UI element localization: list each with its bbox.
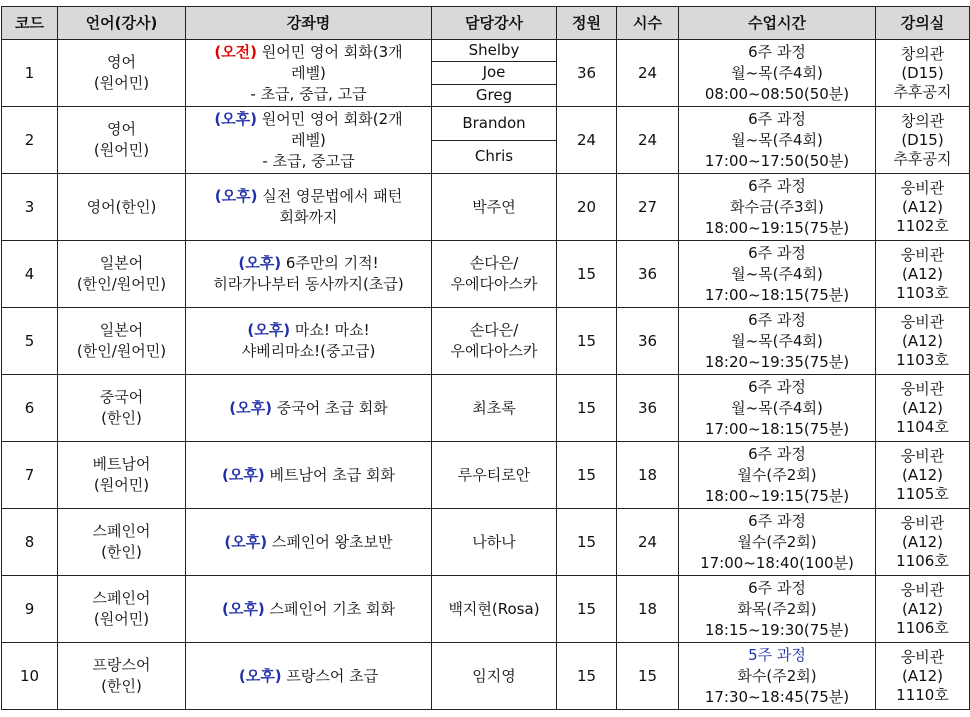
- language-line: (원어민): [93, 74, 150, 92]
- schedule-line: 월수(주2회): [737, 465, 817, 484]
- cell-room: [876, 643, 970, 710]
- header-course: 강좌명: [186, 7, 432, 40]
- instructor-name: 박주연: [472, 197, 516, 216]
- room-line: 웅비관: [900, 379, 945, 398]
- schedule-line: 6주 과정: [748, 176, 806, 195]
- cell-schedule: [679, 40, 876, 107]
- course-line: [190, 253, 427, 274]
- language-line: (원어민): [93, 141, 150, 159]
- cell-instructor: [432, 643, 557, 710]
- schedule-line: 월~목(주4회): [731, 63, 823, 82]
- course-text: 마쇼! 마쇼!: [290, 321, 370, 339]
- course-text: 레벨): [291, 130, 326, 149]
- cell-code: 1: [2, 40, 58, 107]
- cell-course: [186, 576, 432, 643]
- cell-schedule: [679, 442, 876, 509]
- course-text: - 초급, 중고급: [262, 151, 355, 170]
- course-line: [190, 84, 427, 105]
- course-tag: (오후): [238, 666, 282, 685]
- room-line: 1110호: [896, 685, 949, 704]
- course-text: 스페인어 왕초보반: [267, 532, 393, 551]
- course-text: 6주만의 기적!: [281, 254, 379, 272]
- course-tag: (오전): [214, 42, 258, 61]
- course-tag: (오후): [222, 599, 265, 618]
- course-line: [190, 130, 427, 151]
- cell-capacity: 15: [557, 509, 617, 576]
- instructor-name: 손다은/: [469, 254, 519, 272]
- cell-language: [58, 643, 186, 710]
- header-time: 수업시간: [679, 7, 876, 40]
- cell-schedule: [679, 308, 876, 375]
- course-table: [1, 6, 970, 710]
- course-tag: (오후): [238, 254, 282, 272]
- cell-instructor: [432, 509, 557, 576]
- course-line: [190, 42, 427, 63]
- language-line: 영어(한인): [86, 197, 157, 216]
- cell-schedule: [679, 241, 876, 308]
- course-line: [190, 532, 427, 553]
- cell-language: [58, 308, 186, 375]
- course-tag: (오후): [214, 109, 258, 128]
- cell-course: [186, 643, 432, 710]
- language-line: 스페인어: [92, 522, 151, 540]
- course-tag: (오후): [247, 321, 291, 339]
- table-row: [2, 308, 970, 375]
- instructor-stack: [432, 107, 556, 173]
- course-line: [190, 186, 427, 207]
- instructor-name: 임지영: [472, 666, 516, 685]
- language-line: 일본어: [99, 254, 144, 272]
- course-line: [190, 63, 427, 84]
- cell-schedule: [679, 576, 876, 643]
- cell-code: 7: [2, 442, 58, 509]
- room-line: (A12): [901, 666, 944, 685]
- header-row: [2, 7, 970, 40]
- cell-course: [186, 241, 432, 308]
- course-line: [190, 398, 427, 419]
- room-line: (A12): [901, 532, 944, 551]
- cell-code: 9: [2, 576, 58, 643]
- course-line: [190, 207, 427, 228]
- cell-instructor: [432, 40, 557, 107]
- cell-hours: 18: [617, 576, 679, 643]
- cell-hours: 36: [617, 308, 679, 375]
- schedule-line: 화목(주2회): [737, 599, 817, 618]
- cell-capacity: 36: [557, 40, 617, 107]
- instructor-name: 우에다아스카: [450, 342, 538, 360]
- cell-room: [876, 576, 970, 643]
- cell-code: 2: [2, 107, 58, 174]
- schedule-line: 6주 과정: [748, 511, 806, 530]
- schedule-line: 화수(주2회): [737, 666, 817, 685]
- cell-room: [876, 40, 970, 107]
- course-text: 실전 영문법에서 패턴: [257, 187, 403, 205]
- schedule-line: 6주 과정: [748, 42, 806, 61]
- schedule-line: 17:00~18:40(100분): [700, 553, 854, 572]
- table-row: [2, 40, 970, 107]
- cell-room: [876, 241, 970, 308]
- cell-hours: 18: [617, 442, 679, 509]
- cell-capacity: 15: [557, 375, 617, 442]
- header-room: 강의실: [876, 7, 970, 40]
- header-code: 코드: [2, 7, 58, 40]
- schedule-line: 18:15~19:30(75분): [704, 620, 850, 639]
- cell-code: 10: [2, 643, 58, 710]
- cell-room: [876, 509, 970, 576]
- table-row: [2, 174, 970, 241]
- instructor-name: 루우티로안: [457, 465, 531, 484]
- cell-capacity: 15: [557, 576, 617, 643]
- room-line: 창의관: [900, 111, 945, 130]
- cell-instructor: [432, 442, 557, 509]
- instructor-name: Joe: [432, 61, 556, 83]
- language-line: (원어민): [93, 476, 150, 494]
- cell-language: [58, 40, 186, 107]
- schedule-line: 17:00~18:15(75분): [704, 419, 850, 438]
- cell-hours: 24: [617, 107, 679, 174]
- cell-code: 8: [2, 509, 58, 576]
- room-line: 웅비관: [900, 647, 945, 666]
- cell-schedule: [679, 509, 876, 576]
- course-tag: (오후): [214, 187, 258, 205]
- language-line: (한인): [101, 677, 142, 695]
- language-line: 영어: [107, 120, 136, 138]
- cell-language: [58, 241, 186, 308]
- schedule-line: 월~목(주4회): [731, 130, 823, 149]
- language-line: 스페인어: [92, 589, 151, 607]
- language-line: 영어: [107, 53, 136, 71]
- instructor-name: 우에다아스카: [450, 275, 538, 293]
- cell-room: [876, 174, 970, 241]
- language-line: (한인/원어민): [76, 342, 167, 360]
- cell-course: [186, 308, 432, 375]
- course-line: [190, 341, 427, 362]
- cell-capacity: 20: [557, 174, 617, 241]
- language-line: (한인/원어민): [76, 275, 167, 293]
- course-text: 히라가나부터 동사까지(초급): [213, 275, 404, 293]
- instructor-name: Shelby: [468, 41, 520, 60]
- header-capacity: 정원: [557, 7, 617, 40]
- schedule-line: 6주 과정: [748, 578, 806, 597]
- course-tag: (오후): [222, 465, 265, 484]
- course-tag: (오후): [224, 532, 268, 551]
- table-row: [2, 375, 970, 442]
- room-line: 웅비관: [900, 245, 945, 264]
- cell-room: [876, 375, 970, 442]
- cell-schedule: [679, 107, 876, 174]
- cell-language: [58, 509, 186, 576]
- cell-language: [58, 375, 186, 442]
- cell-hours: 27: [617, 174, 679, 241]
- table-row: [2, 576, 970, 643]
- schedule-line: 6주 과정: [748, 444, 806, 463]
- language-line: 베트남어: [92, 455, 151, 473]
- course-line: [190, 465, 427, 486]
- room-line: 웅비관: [900, 580, 945, 599]
- schedule-line: 6주 과정: [748, 310, 806, 329]
- cell-hours: 36: [617, 241, 679, 308]
- instructor-stack: [432, 40, 556, 106]
- instructor-name: 백지현(Rosa): [448, 599, 540, 618]
- cell-instructor: [432, 174, 557, 241]
- course-line: [190, 151, 427, 172]
- cell-language: [58, 174, 186, 241]
- room-line: 창의관: [900, 44, 945, 63]
- cell-course: [186, 40, 432, 107]
- cell-room: [876, 442, 970, 509]
- cell-instructor: [432, 375, 557, 442]
- course-line: [190, 274, 427, 295]
- room-line: 1106호: [896, 618, 949, 637]
- cell-hours: 36: [617, 375, 679, 442]
- table-row: [2, 442, 970, 509]
- cell-code: 4: [2, 241, 58, 308]
- language-line: (한인): [101, 409, 142, 427]
- language-line: (원어민): [93, 610, 150, 628]
- course-text: 프랑스어 초급: [281, 666, 379, 685]
- language-line: 프랑스어: [92, 656, 151, 674]
- schedule-line: 월~목(주4회): [731, 264, 823, 283]
- room-line: 1106호: [896, 551, 949, 570]
- course-text: 회화까지: [279, 208, 338, 226]
- room-line: 1103호: [896, 283, 949, 302]
- cell-course: [186, 375, 432, 442]
- language-line: 일본어: [99, 321, 144, 339]
- instructor-name: 손다은/: [469, 321, 519, 339]
- course-text: 베트남어 초급 회화: [264, 465, 395, 484]
- table-row: [2, 107, 970, 174]
- cell-schedule: [679, 375, 876, 442]
- header-hours: 시수: [617, 7, 679, 40]
- cell-hours: 24: [617, 509, 679, 576]
- schedule-line: 18:00~19:15(75분): [704, 486, 850, 505]
- cell-language: [58, 576, 186, 643]
- schedule-line: 17:00~17:50(50분): [704, 151, 850, 170]
- course-text: 샤베리마쇼!(중고급): [241, 342, 376, 360]
- cell-language: [58, 442, 186, 509]
- room-line: 1105호: [896, 484, 949, 503]
- cell-room: [876, 308, 970, 375]
- instructor-name: Brandon: [462, 113, 526, 132]
- table-row: [2, 643, 970, 710]
- schedule-line: 18:00~19:15(75분): [704, 218, 850, 237]
- course-line: [190, 320, 427, 341]
- room-line: 추후공지: [893, 82, 952, 101]
- instructor-name: 나하나: [472, 532, 516, 551]
- cell-hours: 24: [617, 40, 679, 107]
- schedule-line: 월~목(주4회): [731, 398, 823, 417]
- course-line: [190, 109, 427, 130]
- course-text: 원어민 영어 회화(2개: [257, 109, 403, 128]
- course-text: 스페인어 기초 회화: [264, 599, 395, 618]
- cell-language: [58, 107, 186, 174]
- instructor-name: Greg: [432, 84, 556, 106]
- room-line: 1103호: [896, 350, 949, 369]
- table-row: [2, 241, 970, 308]
- room-line: (D15): [901, 63, 944, 82]
- schedule-line: 6주 과정: [748, 377, 806, 396]
- cell-instructor: [432, 241, 557, 308]
- room-line: (A12): [901, 331, 944, 350]
- schedule-line: 6주 과정: [748, 109, 806, 128]
- room-line: (A12): [901, 599, 944, 618]
- cell-schedule: [679, 643, 876, 710]
- cell-code: 5: [2, 308, 58, 375]
- cell-code: 6: [2, 375, 58, 442]
- cell-capacity: 15: [557, 241, 617, 308]
- course-tag: (오후): [229, 398, 272, 417]
- schedule-line: 17:30~18:45(75분): [704, 687, 850, 706]
- schedule-line: 18:20~19:35(75분): [704, 352, 850, 371]
- header-language: 언어(강사): [58, 7, 186, 40]
- cell-course: [186, 509, 432, 576]
- room-line: (D15): [901, 130, 944, 149]
- schedule-line: 5주 과정: [748, 645, 806, 664]
- room-line: 웅비관: [900, 178, 945, 197]
- schedule-line: 화수금(주3회): [730, 197, 824, 216]
- cell-instructor: [432, 308, 557, 375]
- course-text: - 초급, 중급, 고급: [250, 84, 367, 103]
- cell-capacity: 15: [557, 308, 617, 375]
- room-line: 추후공지: [893, 149, 952, 168]
- schedule-line: 월수(주2회): [737, 532, 817, 551]
- instructor-name: Chris: [432, 140, 556, 174]
- schedule-line: 08:00~08:50(50분): [704, 84, 850, 103]
- course-text: 중국어 초급 회화: [271, 398, 388, 417]
- table-body: [2, 40, 970, 710]
- room-line: (A12): [901, 465, 944, 484]
- cell-code: 3: [2, 174, 58, 241]
- room-line: (A12): [901, 197, 944, 216]
- room-line: 1102호: [896, 216, 949, 235]
- course-text: 레벨): [291, 63, 326, 82]
- room-line: 1104호: [896, 417, 949, 436]
- cell-instructor: [432, 576, 557, 643]
- schedule-line: 17:00~18:15(75분): [704, 285, 850, 304]
- cell-room: [876, 107, 970, 174]
- language-line: (한인): [101, 543, 142, 561]
- schedule-line: 6주 과정: [748, 243, 806, 262]
- cell-schedule: [679, 174, 876, 241]
- cell-capacity: 15: [557, 643, 617, 710]
- header-instructor: 담당강사: [432, 7, 557, 40]
- cell-instructor: [432, 107, 557, 174]
- room-line: 웅비관: [900, 312, 945, 331]
- cell-hours: 15: [617, 643, 679, 710]
- cell-course: [186, 174, 432, 241]
- table-row: [2, 509, 970, 576]
- instructor-name: 최초록: [472, 398, 516, 417]
- course-line: [190, 599, 427, 620]
- room-line: (A12): [901, 398, 944, 417]
- cell-capacity: 15: [557, 442, 617, 509]
- cell-course: [186, 442, 432, 509]
- room-line: (A12): [901, 264, 944, 283]
- course-line: [190, 666, 427, 687]
- room-line: 웅비관: [900, 446, 945, 465]
- cell-course: [186, 107, 432, 174]
- course-text: 원어민 영어 회화(3개: [257, 42, 403, 61]
- schedule-line: 월~목(주4회): [731, 331, 823, 350]
- room-line: 웅비관: [900, 513, 945, 532]
- language-line: 중국어: [99, 388, 144, 406]
- cell-capacity: 24: [557, 107, 617, 174]
